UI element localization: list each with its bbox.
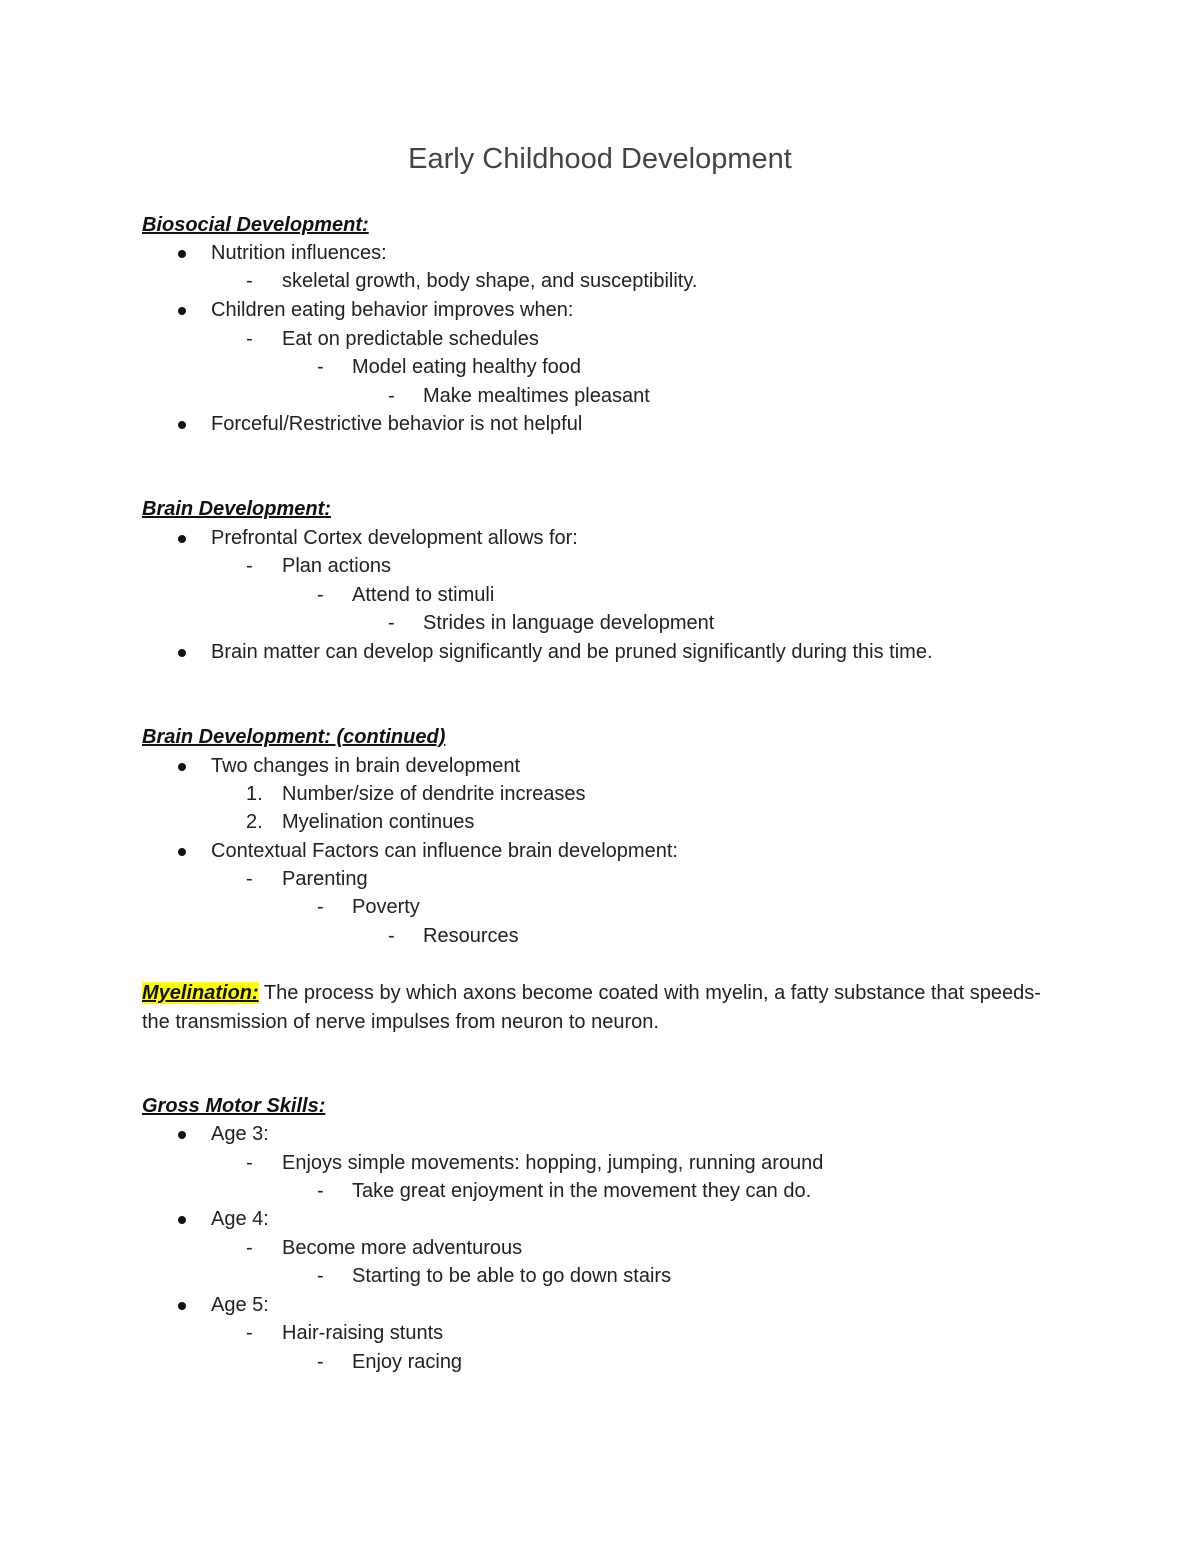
dash-icon: - xyxy=(246,270,253,292)
dash-icon: - xyxy=(246,868,253,890)
bullet-icon xyxy=(178,848,186,856)
list-item: Age 4: xyxy=(211,1208,269,1230)
list-item: Become more adventurous xyxy=(282,1237,523,1259)
section-heading-brain: Brain Development: xyxy=(142,498,331,520)
dash-icon: - xyxy=(317,896,324,918)
list-item: Eat on predictable schedules xyxy=(282,328,539,350)
dash-icon: - xyxy=(317,1265,324,1287)
list-item: Two changes in brain development xyxy=(211,755,521,777)
dash-icon: - xyxy=(317,1351,324,1373)
list-item: Take great enjoyment in the movement they can do. xyxy=(352,1180,812,1202)
section-heading-brain-continued: Brain Development: (continued) xyxy=(142,726,446,748)
list-item: Hair-raising stunts xyxy=(282,1322,444,1344)
list-item: Model eating healthy food xyxy=(352,356,582,378)
list-item: Age 5: xyxy=(211,1294,269,1316)
definition-paragraph xyxy=(142,979,1042,1036)
dash-icon: - xyxy=(388,612,395,634)
list-item: Contextual Factors can influence brain development: xyxy=(211,840,678,862)
bullet-icon xyxy=(178,1131,186,1139)
bullet-icon xyxy=(178,1216,186,1224)
section-heading-biosocial: Biosocial Development: xyxy=(142,214,369,236)
list-item: Myelination continues xyxy=(282,811,475,833)
list-number: 1. xyxy=(246,783,263,805)
list-item: Parenting xyxy=(282,868,368,890)
list-item: Prefrontal Cortex development allows for: xyxy=(211,527,578,549)
page-title: Early Childhood Development xyxy=(408,143,792,175)
list-item: Resources xyxy=(423,925,519,947)
list-item: Enjoys simple movements: hopping, jumping, running around xyxy=(282,1152,824,1174)
list-item: Brain matter can develop significantly and be pruned significantly during this time. xyxy=(211,641,933,663)
list-item: Strides in language development xyxy=(423,612,715,634)
bullet-icon xyxy=(178,421,186,429)
dash-icon: - xyxy=(388,385,395,407)
dash-icon: - xyxy=(317,356,324,378)
list-item: Poverty xyxy=(352,896,420,918)
list-item: Children eating behavior improves when: xyxy=(211,299,574,321)
list-item: Starting to be able to go down stairs xyxy=(352,1265,672,1287)
dash-icon: - xyxy=(388,925,395,947)
dash-icon: - xyxy=(246,1152,253,1174)
dash-icon: - xyxy=(246,555,253,577)
list-item: Number/size of dendrite increases xyxy=(282,783,586,805)
dash-icon: - xyxy=(317,1180,324,1202)
dash-icon: - xyxy=(246,1322,253,1344)
bullet-icon xyxy=(178,649,186,657)
bullet-icon xyxy=(178,535,186,543)
list-item: Age 3: xyxy=(211,1123,269,1145)
list-item: Nutrition influences: xyxy=(211,242,387,264)
bullet-icon xyxy=(178,763,186,771)
dash-icon: - xyxy=(246,1237,253,1259)
list-number: 2. xyxy=(246,811,263,833)
list-item: Plan actions xyxy=(282,555,391,577)
section-heading-gross-motor: Gross Motor Skills: xyxy=(142,1095,326,1117)
list-item: skeletal growth, body shape, and susceptibility. xyxy=(282,270,698,292)
dash-icon: - xyxy=(317,584,324,606)
dash-icon: - xyxy=(246,328,253,350)
list-item: Forceful/Restrictive behavior is not helpful xyxy=(211,413,583,435)
list-item: Make mealtimes pleasant xyxy=(423,385,650,407)
bullet-icon xyxy=(178,307,186,315)
list-item: Attend to stimuli xyxy=(352,584,495,606)
highlighted-term: Myelination: xyxy=(142,982,259,1004)
bullet-icon xyxy=(178,1302,186,1310)
definition-text: The process by which axons become coated with myelin, a fatty substance that speeds-the transmission of nerve impulses from neuron to neuron. xyxy=(142,982,1041,1033)
list-item: Enjoy racing xyxy=(352,1351,463,1373)
bullet-icon xyxy=(178,250,186,258)
